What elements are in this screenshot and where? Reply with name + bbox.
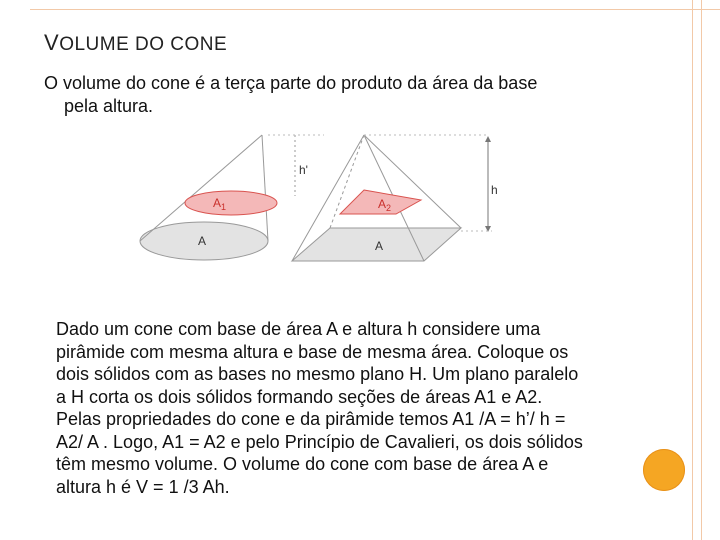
cone-side-right xyxy=(262,135,268,241)
label-pyramid-base: A xyxy=(375,239,384,253)
intro-line-2: pela altura. xyxy=(64,96,154,116)
cone-diagram xyxy=(140,135,277,260)
cone-section-a1 xyxy=(185,191,277,215)
label-h-prime: h' xyxy=(299,163,308,177)
label-a1: $A_1$ xyxy=(213,196,227,212)
label-a2: $A_2$ xyxy=(378,197,392,213)
decorative-orange-circle xyxy=(643,449,685,491)
body-line: têm mesmo volume. O volume do cone com base de área A e xyxy=(56,454,549,474)
body-line: dois sólidos com as bases no mesmo plano H. Um plano paralelo xyxy=(56,364,579,384)
label-cone-base: A xyxy=(198,234,207,248)
intro-line-1: O volume do cone é a terça parte do produto da área da base xyxy=(44,73,538,93)
title-first-letter: V xyxy=(44,30,60,55)
body-line: pirâmide com mesma altura e base de mesma área. Coloque os xyxy=(56,341,569,362)
label-h: h xyxy=(491,183,498,197)
body-line: A2/ A . Logo, A1 = A2 e pelo Princípio de Cavalieri, os dois sólidos xyxy=(56,431,583,452)
height-markers xyxy=(268,135,498,232)
body-text xyxy=(56,318,656,498)
slide-title xyxy=(44,30,227,56)
body-line: Pelas propriedades do cone e da pirâmide temos A1 /A = h’/ h = xyxy=(56,409,566,429)
decorative-border-vertical xyxy=(692,0,702,540)
body-line: altura h é V = 1 /3 Ah. xyxy=(56,476,230,497)
title-rest: OLUME DO CONE xyxy=(59,34,228,55)
intro-text xyxy=(44,72,644,118)
decorative-border-horizontal xyxy=(30,0,720,10)
body-line: Dado um cone com base de área A e altura h considere uma xyxy=(56,319,541,339)
cone-pyramid-figure xyxy=(134,126,508,290)
pyramid-diagram xyxy=(292,135,461,261)
body-line: a H corta os dois sólidos formando seções de áreas A1 e A2. xyxy=(56,386,543,407)
